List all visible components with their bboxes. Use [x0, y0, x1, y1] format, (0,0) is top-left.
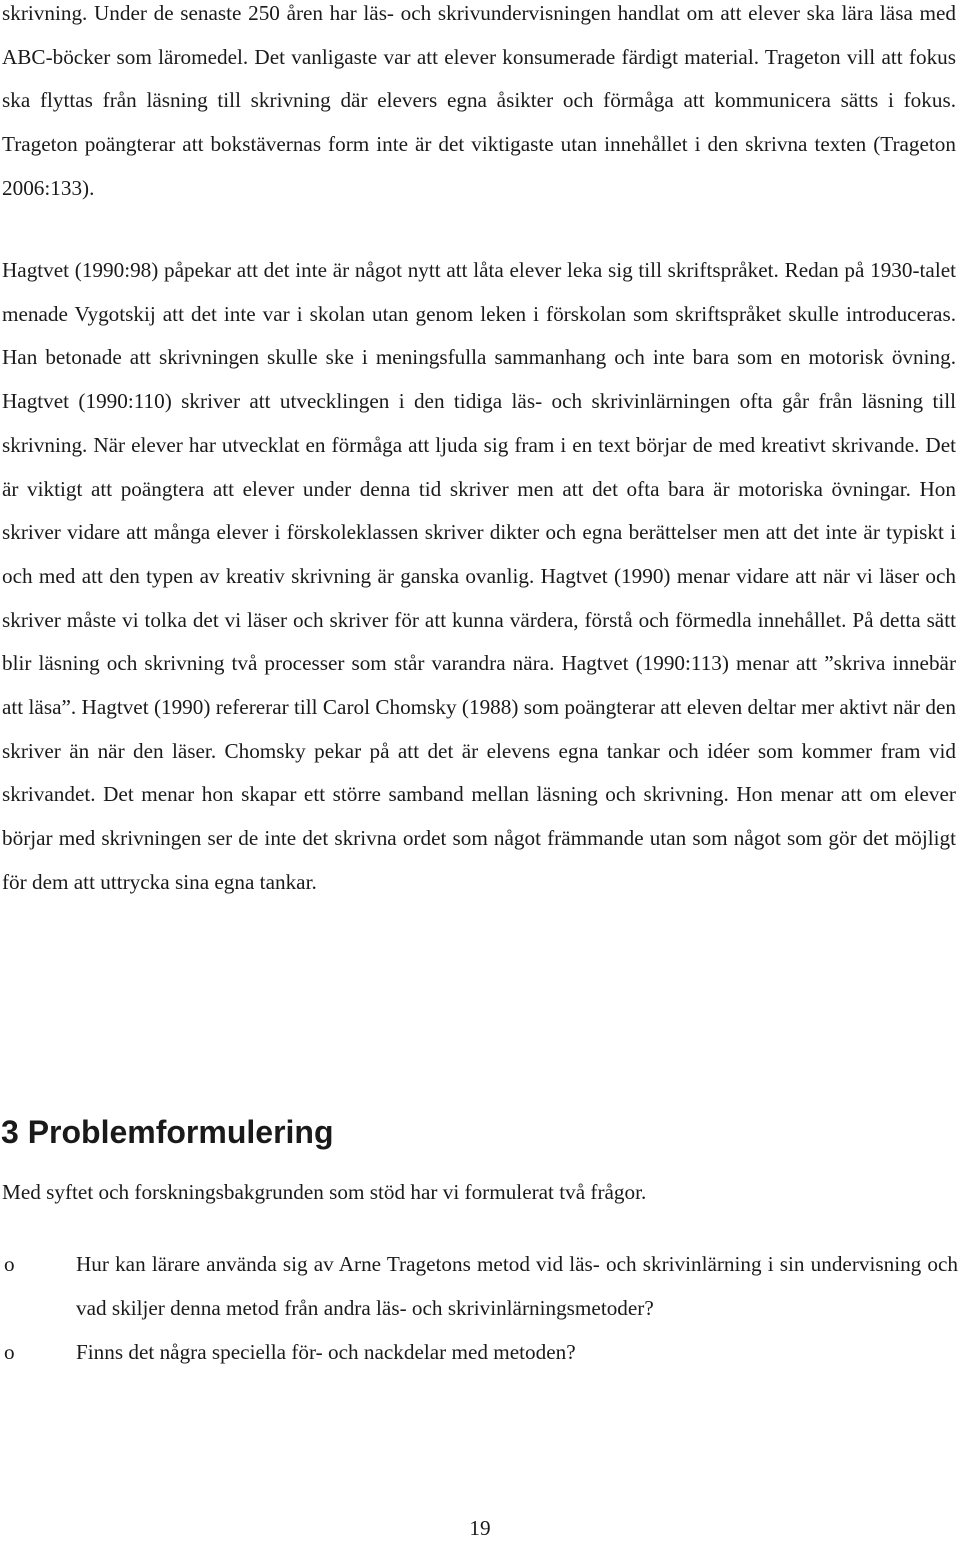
question-text: Finns det några speciella för- och nackdelar med metoden?: [76, 1340, 576, 1364]
body-paragraph-2: Hagtvet (1990:98) påpekar att det inte är något nytt att låta elever leka sig till skriftspråket. Redan på 1930-talet menade Vygotskij att det inte var i skolan utan genom leken i förskolan som skriftspråket skulle introduceras. Han betonade att skrivningen skulle ske i meningsfulla sammanhang och inte bara som en motorisk övning. Hagtvet (1990:110) skriver att utvecklingen i den tidiga läs- och skrivinlärningen ofta går från läsning till skrivning. När elever har utvecklat en förmåga att ljuda sig fram i en text börjar de med kreativt skrivande. Det är viktigt att poängtera att elever under denna tid skriver men att det ofta bara är motoriska övningar. Hon skriver vidare att många elever i förskoleklassen skriver dikter och egna berättelser men att det inte är typiskt i och med att den typen av kreativ skrivning är ganska ovanlig. Hagtvet (1990) menar vidare att när vi läser och skriver måste vi tolka det vi läser och skriver för att kunna värdera, förstå och förmedla innehållet. På detta sätt blir läsning och skrivning två processer som står varandra nära. Hagtvet (1990:113) menar att ”skriva innebär att läsa”. Hagtvet (1990) refererar till Carol Chomsky (1988) som poängterar att eleven deltar mer aktivt när den skriver än när den läser. Chomsky pekar på att det är elevens egna tankar och idéer som kommer fram vid skrivandet. Det menar hon skapar ett större samband mellan läsning och skrivning. Hon menar att om elever börjar med skrivningen ser de inte det skrivna ordet som något främmande utan som något som gör det möjligt för dem att uttrycka sina egna tankar.: [2, 258, 956, 894]
section-heading: 3 Problemformulering: [1, 1114, 334, 1150]
section-intro: Med syftet och forskningsbakgrunden som stöd har vi formulerat två frågor.: [2, 1180, 647, 1204]
question-list: [0, 1242, 958, 1374]
list-item: [0, 1242, 958, 1330]
page-number: 19: [469, 1516, 491, 1540]
bullet-marker: o: [4, 1252, 15, 1276]
bullet-marker: o: [4, 1340, 15, 1364]
list-item: [0, 1330, 958, 1374]
body-paragraph-1: skrivning. Under de senaste 250 åren har läs- och skrivundervisningen handlat om att elever ska lära läsa med ABC-böcker som läromedel. Det vanligaste var att elever konsumerade färdigt material. Trageton vill att fokus ska flyttas från läsning till skrivning där elevers egna åsikter och förmåga att kommunicera sätts i fokus. Trageton poängterar att bokstävernas form inte är det viktigaste utan innehållet i den skrivna texten (Trageton 2006:133).: [2, 1, 956, 200]
question-text: Hur kan lärare använda sig av Arne Tragetons metod vid läs- och skrivinlärning i sin undervisning och vad skiljer denna metod från andra läs- och skrivinlärningsmetoder?: [76, 1252, 958, 1320]
